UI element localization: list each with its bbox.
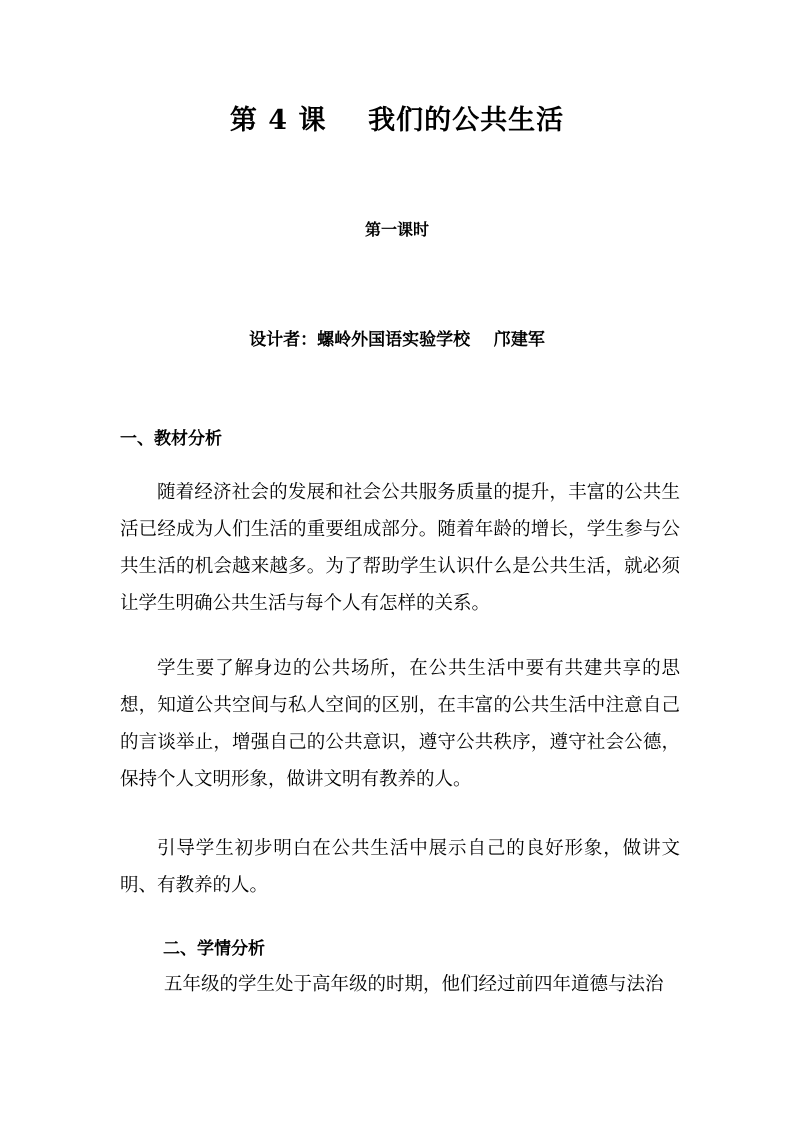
designer-line: 设计者：螺岭外国语实验学校 邝建军 <box>249 330 545 350</box>
paragraph: 学生要了解身边的公共场所，在公共生活中要有共建共享的思想，知道公共空间与私人空间的区别，在丰富的公共生活中注意自己的言谈举止，增强自己的公共意识，遵守公共秩序，遵守社会公德，保持个人文明形象，做讲文明有教养的人。 <box>120 658 680 790</box>
paragraph: 五年级的学生处于高年级的时期，他们经过前四年道德与法治 <box>164 974 664 995</box>
section-heading-student-analysis: 二、学情分析 <box>163 939 265 959</box>
paragraph: 引导学生初步明白在公共生活中展示自己的良好形象，做讲文明、有教养的人。 <box>120 838 680 896</box>
section-heading-textbook-analysis: 一、教材分析 <box>120 429 222 449</box>
paragraph: 随着经济社会的发展和社会公共服务质量的提升，丰富的公共生活已经成为人们生活的重要组成部分。随着年龄的增长，学生参与公共生活的机会越来越多。为了帮助学生认识什么是公共生活，就必须让学生明确公共生活与每个人有怎样的关系。 <box>120 482 680 614</box>
lesson-title: 第 4 课 我们的公共生活 <box>229 105 565 136</box>
lesson-period: 第一课时 <box>364 220 429 239</box>
